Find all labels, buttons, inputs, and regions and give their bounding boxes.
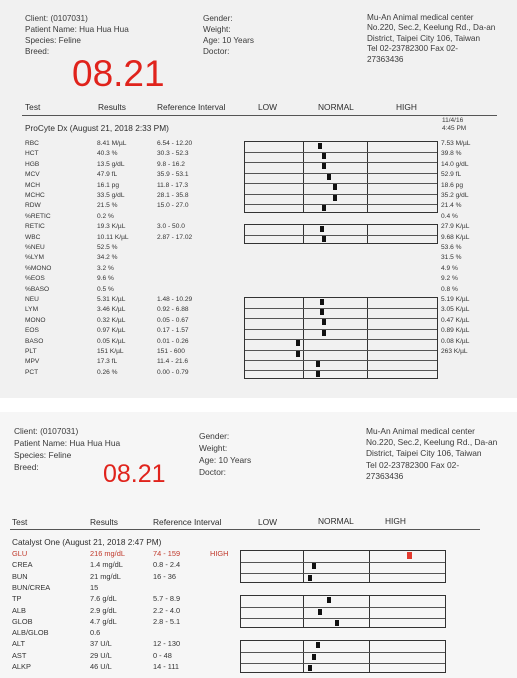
col-low: LOW [258, 517, 278, 527]
reference-interval: 35.9 - 53.1 [157, 171, 189, 179]
previous-result: 4.9 % [441, 264, 458, 272]
result-value: 29 U/L [90, 650, 112, 660]
test-name: PLT [25, 348, 37, 355]
reference-interval: 16 - 36 [153, 571, 177, 581]
age: Age: 10 Years [199, 455, 252, 465]
result-value: 21.5 % [97, 202, 118, 210]
result-value: 0.97 K/µL [97, 327, 126, 335]
row-line [241, 607, 445, 608]
result-value: 8.41 M/µL [97, 140, 127, 147]
clinic-line: District, Taipei City 106, Taiwan [366, 448, 482, 459]
test-name: MPV [25, 358, 40, 366]
range-graph [240, 550, 446, 583]
test-name: PCT [25, 368, 39, 376]
previous-result: 0.47 K/µL [441, 316, 470, 324]
row-line [245, 360, 437, 361]
test-name: GLOB [12, 616, 33, 626]
result-marker [333, 184, 337, 190]
result-value: 19.3 K/µL [97, 223, 126, 231]
col-test: Test [25, 102, 41, 112]
result-marker [322, 163, 326, 169]
range-boundary [369, 551, 370, 582]
reference-interval: 151 - 600 [157, 348, 185, 355]
previous-result: 27.9 K/µL [441, 223, 470, 231]
row-line [245, 370, 437, 371]
test-name: NEU [25, 296, 39, 303]
clinic-line: Mu-An Animal medical center [366, 426, 475, 436]
result-value: 0.32 K/µL [97, 316, 126, 324]
test-name: %EOS [25, 275, 45, 283]
reference-interval: 2.8 - 5.1 [153, 616, 181, 626]
col-results: Results [90, 517, 118, 527]
previous-result: 14.0 g/dL [441, 160, 469, 168]
test-name: RETIC [25, 223, 45, 231]
row-line [245, 339, 437, 340]
test-name: HCT [25, 150, 39, 158]
weight: Weight: [203, 25, 231, 34]
result-value: 37 U/L [90, 639, 112, 649]
result-value: 17.3 fL [97, 358, 118, 366]
row-line [245, 350, 437, 351]
result-value: 0.5 % [97, 285, 114, 293]
result-value: 0.05 K/µL [97, 337, 126, 345]
test-name: ALB [12, 605, 26, 615]
reference-interval: 6.54 - 12.20 [157, 140, 193, 147]
test-name: MCH [25, 181, 41, 189]
status-flag: HIGH [210, 549, 229, 558]
result-value: 34.2 % [97, 254, 118, 262]
reference-interval: 1.48 - 10.29 [157, 296, 193, 303]
previous-time: 4:45 PM [442, 125, 467, 132]
reference-interval: 12 - 130 [153, 639, 181, 649]
test-name: MCV [25, 171, 40, 179]
client-id: Client: (0107031) [14, 426, 79, 436]
row-line [245, 183, 437, 184]
test-name: RDW [25, 202, 41, 210]
result-marker [296, 351, 300, 357]
result-value: 40.3 % [97, 150, 118, 158]
result-value: 3.46 K/µL [97, 306, 126, 314]
reference-interval: 14 - 111 [153, 662, 180, 671]
test-name: CREA [12, 560, 33, 570]
result-marker [316, 642, 320, 648]
doctor: Doctor: [199, 467, 226, 477]
test-name: WBC [25, 233, 41, 241]
range-boundary [369, 641, 370, 672]
header-divider [22, 115, 497, 116]
breed: Breed: [14, 462, 39, 472]
row-line [245, 162, 437, 163]
previous-result: 18.6 pg [441, 181, 463, 189]
result-marker [318, 609, 322, 615]
col-test: Test [12, 517, 28, 527]
reference-interval: 0.05 - 0.67 [157, 316, 189, 324]
result-value: 47.9 fL [97, 171, 118, 179]
reference-interval: 15.0 - 27.0 [157, 202, 189, 210]
col-normal: NORMAL [318, 516, 354, 526]
result-marker [308, 665, 312, 671]
previous-result: 52.9 fL [441, 171, 462, 179]
chemistry-report [0, 412, 517, 678]
result-marker [296, 340, 300, 346]
range-boundary [303, 596, 304, 627]
row-line [241, 652, 445, 653]
species: Species: Feline [25, 36, 81, 45]
clinic-line: No.220, Sec.2, Keelung Rd., Da-an [367, 23, 496, 33]
previous-result: 35.2 g/dL [441, 192, 469, 199]
row-line [245, 152, 437, 153]
previous-result: 0.08 K/µL [441, 337, 470, 345]
result-value: 216 mg/dL [90, 549, 125, 558]
result-marker [316, 371, 320, 377]
test-name: %LYM [25, 254, 44, 262]
clinic-address [366, 426, 497, 482]
row-line [245, 308, 437, 309]
col-low: LOW [258, 102, 278, 112]
result-marker [308, 575, 312, 581]
reference-interval: 0.17 - 1.57 [157, 327, 189, 335]
patient-name: Patient Name: Hua Hua Hua [25, 25, 129, 34]
result-value: 9.6 % [97, 275, 114, 283]
range-graph [240, 595, 446, 628]
previous-result: 7.53 M/µL [441, 140, 471, 147]
range-boundary [303, 641, 304, 672]
row-line [241, 573, 445, 574]
clinic-line: No.220, Sec.2, Keelung Rd., Da-an [366, 437, 498, 448]
result-value: 46 U/L [90, 662, 112, 671]
row-line [241, 663, 445, 664]
result-value: 5.31 K/µL [97, 296, 126, 303]
test-name: HGB [25, 160, 40, 168]
species: Species: Feline [14, 450, 72, 460]
date-stamp: 08.21 [72, 53, 165, 94]
range-graph [240, 640, 446, 673]
instrument-title: Catalyst One (August 21, 2018 2:47 PM) [12, 537, 162, 547]
result-value: 10.11 K/µL [97, 233, 129, 241]
result-value: 7.6 g/dL [90, 594, 117, 604]
test-name: MONO [25, 316, 46, 324]
previous-result: 31.5 % [441, 254, 462, 262]
row-line [241, 618, 445, 619]
range-boundary [369, 596, 370, 627]
result-marker [322, 153, 326, 159]
result-marker [318, 143, 322, 149]
reference-interval: 0.01 - 0.26 [157, 337, 189, 345]
test-name: ALT [12, 639, 26, 649]
result-value: 4.7 g/dL [90, 616, 117, 626]
test-name: BUN/CREA [12, 582, 51, 592]
previous-result-date [442, 117, 466, 133]
instrument-title: ProCyte Dx (August 21, 2018 2:33 PM) [25, 123, 169, 133]
col-reference: Reference Interval [157, 102, 226, 112]
row-line [245, 235, 437, 236]
weight: Weight: [199, 443, 228, 453]
result-value: 151 K/µL [97, 348, 124, 355]
result-marker [333, 195, 337, 201]
clinic-line: 27363436 [366, 470, 404, 481]
range-boundary [303, 298, 304, 378]
test-name: ALKP [12, 662, 31, 671]
row-line [245, 194, 437, 195]
test-name: TP [12, 594, 22, 604]
previous-result: 9.68 K/µL [441, 233, 470, 241]
test-name: %NEU [25, 244, 45, 251]
range-graph [244, 224, 438, 244]
result-value: 1.4 mg/dL [90, 560, 123, 570]
clinic-line: 27363436 [367, 54, 404, 64]
previous-result: 0.89 K/µL [441, 327, 470, 335]
range-graph [244, 141, 438, 213]
test-name: AST [12, 650, 27, 660]
reference-interval: 0.00 - 0.79 [157, 368, 189, 376]
result-marker [322, 205, 326, 211]
range-boundary [303, 225, 304, 243]
previous-result: 39.8 % [441, 150, 462, 158]
date-stamp: 08.21 [103, 460, 166, 488]
result-marker [327, 174, 331, 180]
page-gap [0, 398, 517, 412]
high-result-marker [407, 552, 412, 559]
col-normal: NORMAL [318, 102, 354, 112]
breed: Breed: [25, 47, 50, 56]
result-value: 52.5 % [97, 244, 118, 251]
test-name: MCHC [25, 192, 45, 199]
test-name: %MONO [25, 264, 52, 272]
doctor: Doctor: [203, 47, 230, 56]
clinic-line: Tel 02-23782300 Fax 02- [366, 459, 460, 470]
reference-interval: 2.87 - 17.02 [157, 233, 193, 241]
col-reference: Reference Interval [153, 517, 222, 527]
row-line [245, 329, 437, 330]
previous-result: 3.05 K/µL [441, 306, 470, 314]
range-boundary [367, 225, 368, 243]
test-name: GLU [12, 549, 28, 558]
previous-result: 0.4 % [441, 212, 458, 220]
result-marker [322, 236, 326, 242]
test-name: ALB/GLOB [12, 628, 49, 638]
result-value: 16.1 pg [97, 181, 119, 189]
test-name: BASO [25, 337, 44, 345]
reference-interval: 0.92 - 6.88 [157, 306, 189, 314]
result-marker [335, 620, 339, 626]
previous-result: 21.4 % [441, 202, 462, 210]
test-name: EOS [25, 327, 39, 335]
previous-result: 53.6 % [441, 244, 462, 251]
reference-interval: 0 - 48 [153, 650, 172, 660]
test-name: BUN [12, 571, 28, 581]
result-marker [320, 299, 324, 305]
result-marker [322, 319, 326, 325]
previous-result: 263 K/µL [441, 348, 468, 355]
result-value: 2.9 g/dL [90, 605, 117, 615]
reference-interval: 11.8 - 17.3 [157, 181, 189, 189]
reference-interval: 3.0 - 50.0 [157, 223, 185, 231]
gender: Gender: [199, 431, 230, 441]
result-marker [320, 226, 324, 232]
col-results: Results [98, 102, 126, 112]
reference-interval: 28.1 - 35.8 [157, 192, 189, 199]
result-marker [316, 361, 320, 367]
test-name: %BASO [25, 285, 50, 293]
result-marker [312, 563, 316, 569]
reference-interval: 2.2 - 4.0 [153, 605, 181, 615]
age: Age: 10 Years [203, 36, 254, 45]
result-value: 0.26 % [97, 368, 118, 376]
result-marker [320, 309, 324, 315]
range-graph [244, 297, 438, 379]
reference-interval: 0.8 - 2.4 [153, 560, 181, 570]
previous-result: 0.8 % [441, 285, 458, 293]
result-value: 13.5 g/dL [97, 160, 125, 168]
previous-result: 5.19 K/µL [441, 296, 470, 303]
result-marker [322, 330, 326, 336]
row-line [245, 204, 437, 205]
result-value: 33.5 g/dL [97, 192, 125, 199]
reference-interval: 74 - 159 [153, 549, 181, 558]
result-value: 0.2 % [97, 212, 114, 220]
previous-date: 11/4/16 [442, 117, 464, 124]
test-name: LYM [25, 306, 39, 314]
range-boundary [303, 551, 304, 582]
row-line [245, 318, 437, 319]
reference-interval: 11.4 - 21.6 [157, 358, 189, 366]
row-line [241, 562, 445, 563]
result-value: 15 [90, 582, 99, 592]
range-boundary [367, 298, 368, 378]
clinic-line: Tel 02-23782300 Fax 02- [367, 44, 459, 54]
reference-interval: 30.3 - 52.3 [157, 150, 189, 158]
result-marker [312, 654, 316, 660]
test-name: %RETIC [25, 212, 51, 220]
reference-interval: 5.7 - 8.9 [153, 594, 181, 604]
col-high: HIGH [385, 516, 406, 526]
clinic-line: District, Taipei City 106, Taiwan [367, 33, 481, 43]
result-value: 3.2 % [97, 264, 114, 272]
reference-interval: 9.8 - 16.2 [157, 160, 185, 168]
result-marker [327, 597, 331, 603]
previous-result: 9.2 % [441, 275, 458, 283]
clinic-line: Mu-An Animal medical center [367, 13, 474, 22]
clinic-address [367, 13, 495, 65]
gender: Gender: [203, 14, 233, 23]
header-divider [10, 529, 480, 530]
client-id: Client: (0107031) [25, 14, 88, 23]
test-name: RBC [25, 140, 39, 147]
result-value: 21 mg/dL [90, 571, 121, 581]
row-line [245, 173, 437, 174]
col-high: HIGH [396, 102, 417, 112]
patient-name: Patient Name: Hua Hua Hua [14, 438, 121, 448]
result-value: 0.6 [90, 628, 101, 638]
